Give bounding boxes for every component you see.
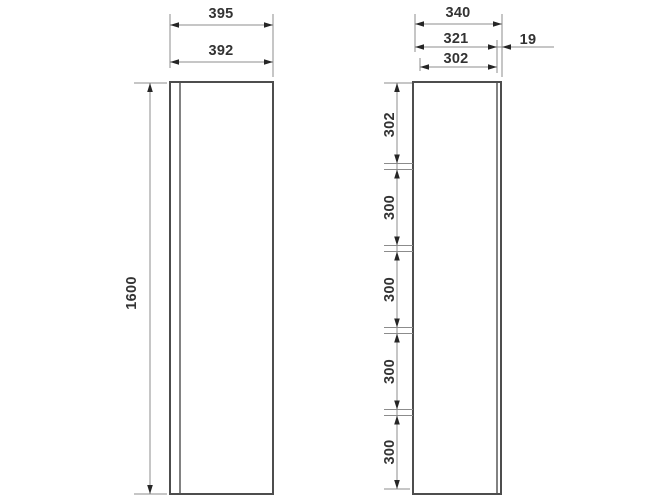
arrowhead [394, 237, 400, 246]
arrowhead [420, 64, 429, 70]
arrowhead [415, 44, 424, 50]
arrowhead [264, 22, 273, 28]
arrowhead [502, 44, 511, 50]
arrowhead [394, 83, 400, 92]
arrowhead [415, 21, 424, 27]
front-height-dimension [124, 83, 167, 494]
arrowhead [394, 401, 400, 410]
arrowhead [394, 480, 400, 489]
dim-side-overall-depth: 340 [445, 5, 471, 21]
dim-segment-3: 300 [382, 276, 398, 303]
dim-side-door-thickness: 19 [519, 32, 537, 48]
arrowhead [170, 59, 179, 65]
arrowhead [394, 155, 400, 164]
arrowhead [394, 252, 400, 261]
front-view [124, 6, 273, 494]
dim-segment-4: 300 [382, 358, 398, 385]
arrowhead [147, 485, 153, 494]
arrowhead [394, 319, 400, 328]
side-height-segment-chain [382, 83, 413, 489]
cabinet-side-outline [413, 82, 501, 494]
arrowhead [147, 83, 153, 92]
arrowhead [394, 334, 400, 343]
arrowhead [488, 44, 497, 50]
arrowhead [170, 22, 179, 28]
dim-segment-1: 302 [382, 112, 398, 138]
arrowhead [488, 64, 497, 70]
dim-front-overall-width: 395 [208, 6, 234, 22]
side-view [382, 5, 554, 494]
front-width-dimensions [170, 6, 273, 77]
dim-segment-5: 300 [382, 439, 398, 465]
dim-side-interior-depth: 302 [443, 51, 469, 67]
dim-side-carcass-depth: 321 [443, 31, 469, 47]
arrowhead [394, 170, 400, 179]
dim-front-height: 1600 [124, 276, 140, 310]
arrowhead [493, 21, 502, 27]
cabinet-front-outline [170, 82, 273, 494]
dim-front-door-width: 392 [208, 43, 234, 59]
arrowhead [394, 416, 400, 425]
dim-segment-2: 300 [382, 194, 398, 221]
side-depth-dimensions [415, 5, 554, 77]
arrowhead [264, 59, 273, 65]
